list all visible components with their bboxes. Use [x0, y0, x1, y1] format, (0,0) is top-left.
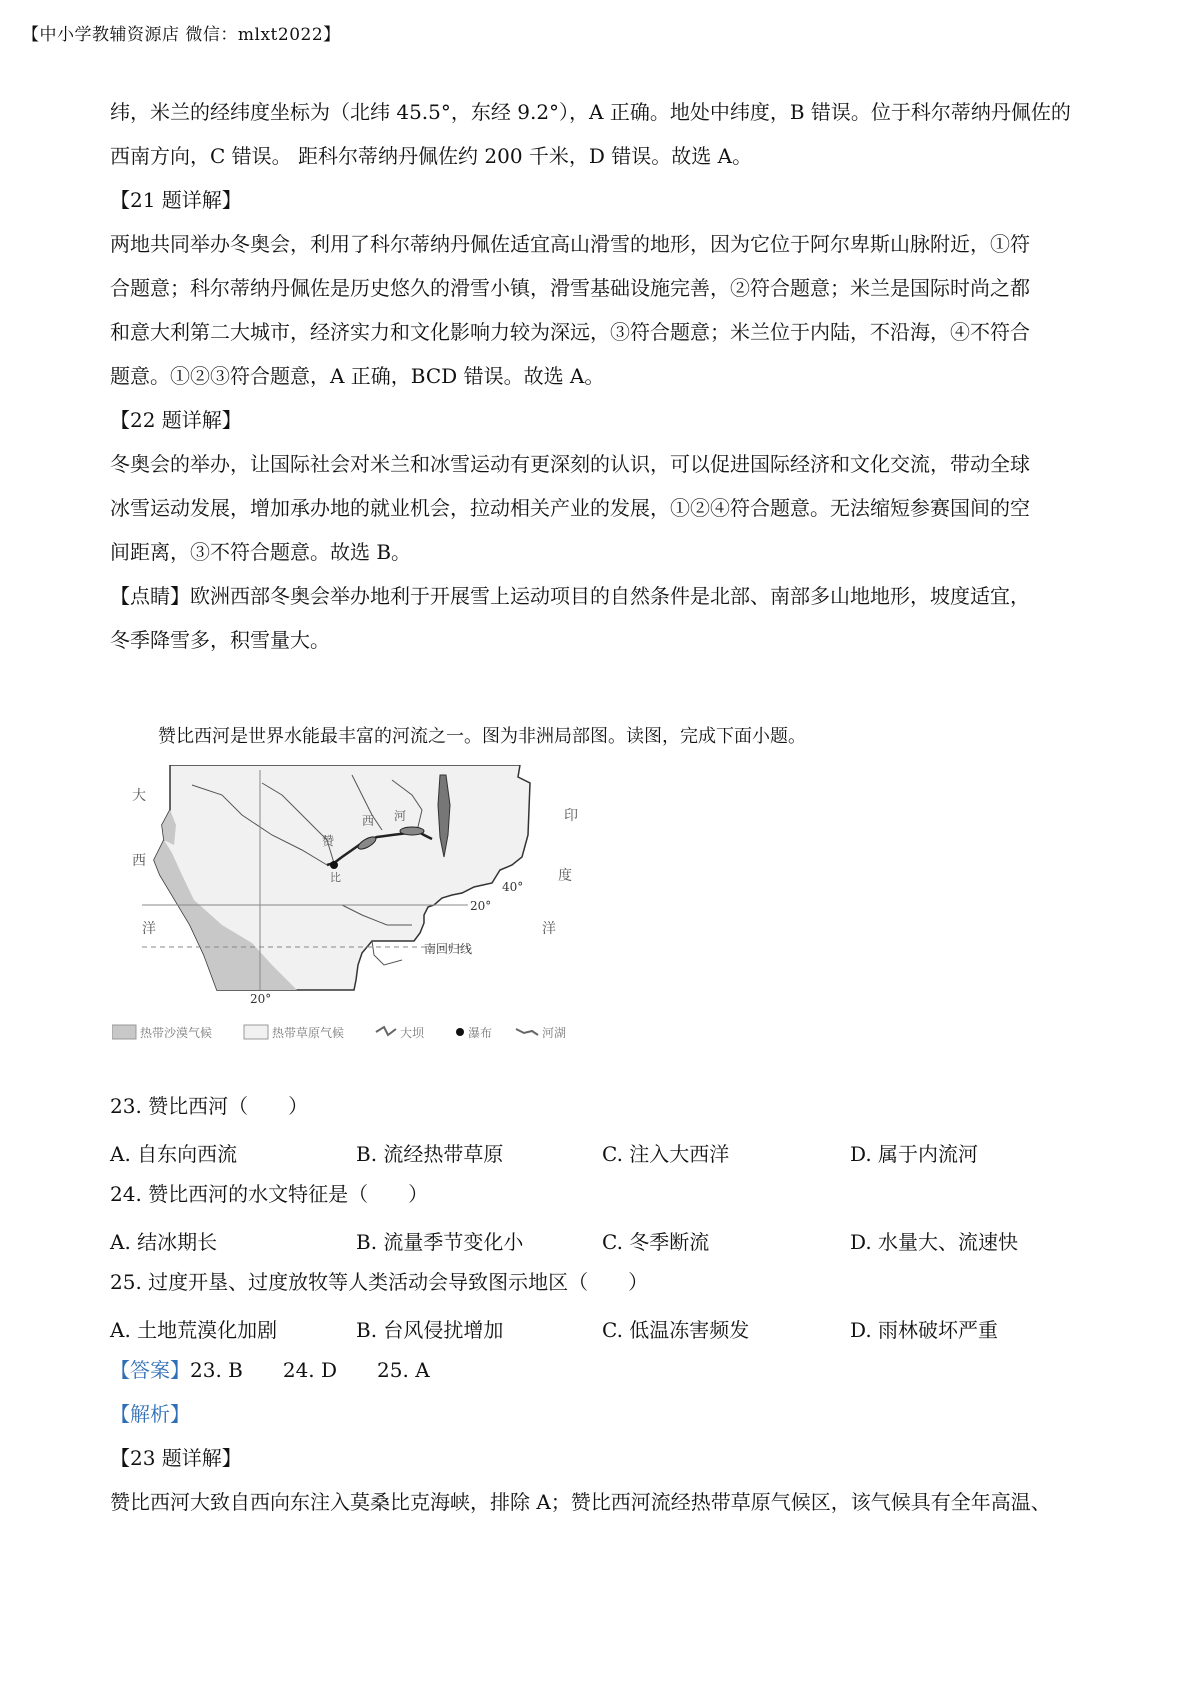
paragraph-line: 西南方向，C 错误。 距科尔蒂纳丹佩佐约 200 千米，D 错误。故选 A。	[110, 144, 753, 168]
option-a: A. 土地荒漠化加剧	[110, 1318, 278, 1342]
option-c: C. 注入大西洋	[602, 1142, 730, 1166]
option-b: B. 流量季节变化小	[356, 1230, 524, 1254]
ocean-label: 度	[558, 868, 572, 884]
option-c: C. 低温冻害频发	[602, 1318, 750, 1342]
option-c: C. 冬季断流	[602, 1230, 710, 1254]
ocean-label: 洋	[542, 921, 556, 937]
answer-text: 23. B 24. D 25. A	[190, 1358, 430, 1382]
legend-label: 瀑布	[468, 1026, 493, 1040]
paragraph-line: 纬，米兰的经纬度坐标为（北纬 45.5°，东经 9.2°），A 正确。地处中纬度，B 错误。位于科尔蒂纳丹佩佐的	[110, 100, 1071, 124]
reservoir	[400, 827, 424, 835]
waterfall-marker	[330, 861, 338, 869]
dianjing-line	[110, 584, 1095, 608]
jiexi-heading: 【解析】	[110, 1402, 190, 1426]
page-header: 【中小学教辅资源店 微信：mlxt2022】	[22, 25, 341, 45]
paragraph-line: 冬季降雪多，积雪量大。	[110, 628, 330, 652]
option-d: D. 雨林破坏严重	[850, 1318, 999, 1342]
lat-label: 20°	[470, 899, 492, 913]
dianjing-text: 欧洲西部冬奥会举办地利于开展雪上运动项目的自然条件是北部、南部多山地地形，坡度适宜，	[190, 584, 1030, 608]
question-intro: 赞比西河是世界水能最丰富的河流之一。图为非洲局部图。读图，完成下面小题。	[158, 726, 806, 747]
tropic-label: 南回归线	[424, 942, 473, 956]
dianjing-tag: 【点睛】	[110, 584, 190, 608]
ocean-label: 印	[564, 808, 578, 824]
legend-label: 热带草原气候	[272, 1026, 345, 1040]
river-label: 河	[394, 809, 407, 823]
paragraph-line: 赞比西河大致自西向东注入莫桑比克海峡，排除 A；赞比西河流经热带草原气候区，该气候具有全年高温、	[110, 1490, 1051, 1514]
paragraph-line: 和意大利第二大城市，经济实力和文化影响力较为深远，③符合题意；米兰位于内陆，不沿海，④不符合	[110, 320, 1030, 344]
paragraph-line: 合题意；科尔蒂纳丹佩佐是历史悠久的滑雪小镇，滑雪基础设施完善，②符合题意；米兰是国际时尚之都	[110, 276, 1030, 300]
question-23: 23. 赞比西河（ ）	[110, 1094, 309, 1118]
paragraph-line: 间距离，③不符合题意。故选 B。	[110, 540, 412, 564]
legend-swatch-savanna	[244, 1025, 268, 1039]
paragraph-line: 冬奥会的举办，让国际社会对米兰和冰雪运动有更深刻的认识，可以促进国际经济和文化交流，带动全球	[110, 452, 1030, 476]
question-25: 25. 过度开垦、过度放牧等人类活动会导致图示地区（ ）	[110, 1270, 649, 1294]
river-lake-icon	[516, 1029, 538, 1035]
waterfall-icon	[456, 1028, 464, 1036]
africa-map-figure	[112, 765, 632, 1065]
lon-label: 40°	[502, 880, 524, 894]
option-a: A. 自东向西流	[110, 1142, 238, 1166]
legend-label: 河湖	[542, 1026, 567, 1040]
river-label: 西	[362, 814, 375, 828]
option-a: A. 结冰期长	[110, 1230, 218, 1254]
dam-icon	[376, 1027, 396, 1035]
section-heading-21: 【21 题详解】	[110, 188, 242, 212]
paragraph-line: 冰雪运动发展，增加承办地的就业机会，拉动相关产业的发展，①②④符合题意。无法缩短参赛国间的空	[110, 496, 1030, 520]
legend-label: 大坝	[400, 1026, 425, 1040]
river-branch	[372, 941, 402, 965]
ocean-label: 大	[132, 788, 146, 804]
option-d: D. 水量大、流速快	[850, 1230, 1019, 1254]
paragraph-line: 两地共同举办冬奥会，利用了科尔蒂纳丹佩佐适宜高山滑雪的地形，因为它位于阿尔卑斯山脉附近，①符	[110, 232, 1030, 256]
paragraph-line: 题意。①②③符合题意，A 正确，BCD 错误。故选 A。	[110, 364, 605, 388]
option-b: B. 台风侵扰增加	[356, 1318, 504, 1342]
question-24: 24. 赞比西河的水文特征是（ ）	[110, 1182, 429, 1206]
legend-swatch-desert	[112, 1025, 136, 1039]
ocean-label: 西	[132, 853, 146, 869]
option-d: D. 属于内流河	[850, 1142, 979, 1166]
ocean-label: 洋	[142, 921, 156, 937]
lon-label: 20°	[250, 992, 272, 1006]
option-b: B. 流经热带草原	[356, 1142, 504, 1166]
legend-label: 热带沙漠气候	[140, 1026, 213, 1040]
section-heading-23: 【23 题详解】	[110, 1446, 242, 1470]
section-heading-22: 【22 题详解】	[110, 408, 242, 432]
answer-line	[110, 1358, 1095, 1382]
answer-tag: 【答案】	[110, 1358, 190, 1382]
river-label: 赞	[322, 834, 335, 848]
river-label: 比	[330, 871, 341, 884]
